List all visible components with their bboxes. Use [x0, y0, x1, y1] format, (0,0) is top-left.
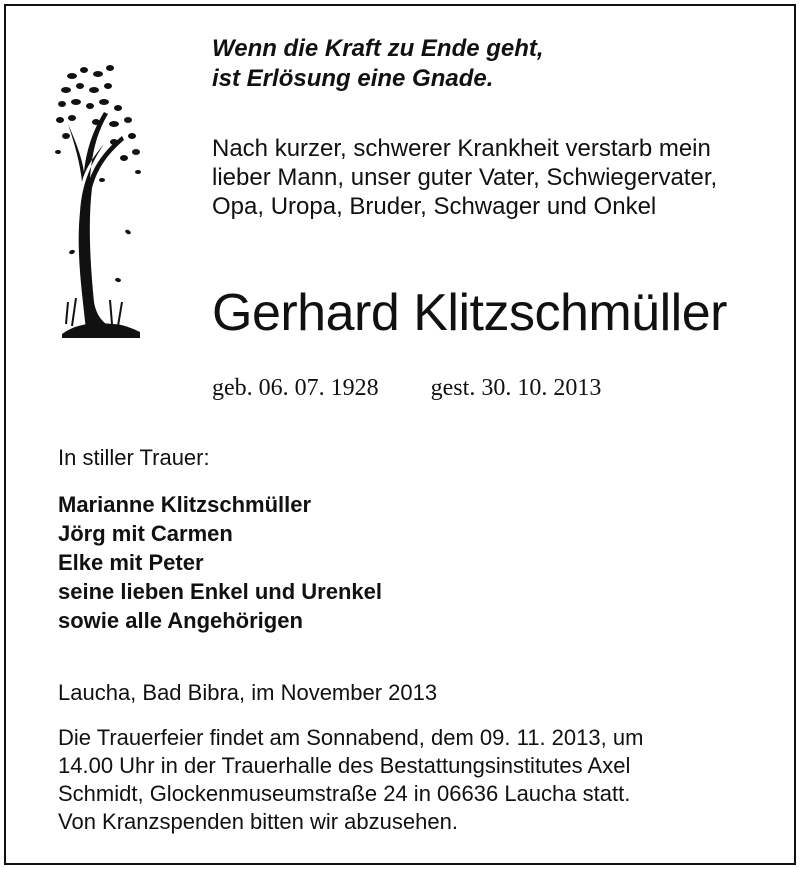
obituary-frame	[4, 4, 796, 865]
intro-line-3: Opa, Uropa, Bruder, Schwager und Onkel	[212, 193, 657, 220]
motto-line-2: ist Erlösung eine Gnade.	[212, 65, 494, 92]
mourners-list	[58, 490, 382, 635]
mourner-item: Elke mit Peter	[58, 550, 204, 575]
funeral-line-3: Schmidt, Glockenmuseumstraße 24 in 06636 Laucha statt.	[58, 781, 631, 806]
funeral-line-1: Die Trauerfeier findet am Sonnabend, dem 09. 11. 2013, um	[58, 725, 644, 750]
intro-line-2: lieber Mann, unser guter Vater, Schwiegervater,	[212, 164, 718, 191]
motto-line-1: Wenn die Kraft zu Ende geht,	[212, 35, 544, 62]
birth-date: geb. 06. 07. 1928	[212, 375, 379, 401]
life-dates	[212, 373, 772, 403]
intro-text	[212, 134, 772, 221]
funeral-line-4: Von Kranzspenden bitten wir abzusehen.	[58, 809, 458, 834]
mourning-heading: In stiller Trauer:	[58, 445, 210, 470]
motto	[212, 34, 752, 94]
mourner-item: sowie alle Angehörigen	[58, 608, 303, 633]
mourner-item: Marianne Klitzschmüller	[58, 492, 312, 517]
tree-icon	[52, 62, 142, 352]
funeral-line-2: 14.00 Uhr in der Trauerhalle des Bestattungsinstitutes Axel	[58, 753, 631, 778]
death-date: gest. 30. 10. 2013	[430, 375, 602, 401]
intro-line-1: Nach kurzer, schwerer Krankheit verstarb mein	[212, 135, 711, 162]
deceased-name: Gerhard Klitzschmüller	[212, 284, 727, 342]
place-date: Laucha, Bad Bibra, im November 2013	[58, 680, 438, 705]
mourner-item: seine lieben Enkel und Urenkel	[58, 579, 382, 604]
funeral-notice	[58, 724, 758, 836]
mourner-item: Jörg mit Carmen	[58, 521, 233, 546]
